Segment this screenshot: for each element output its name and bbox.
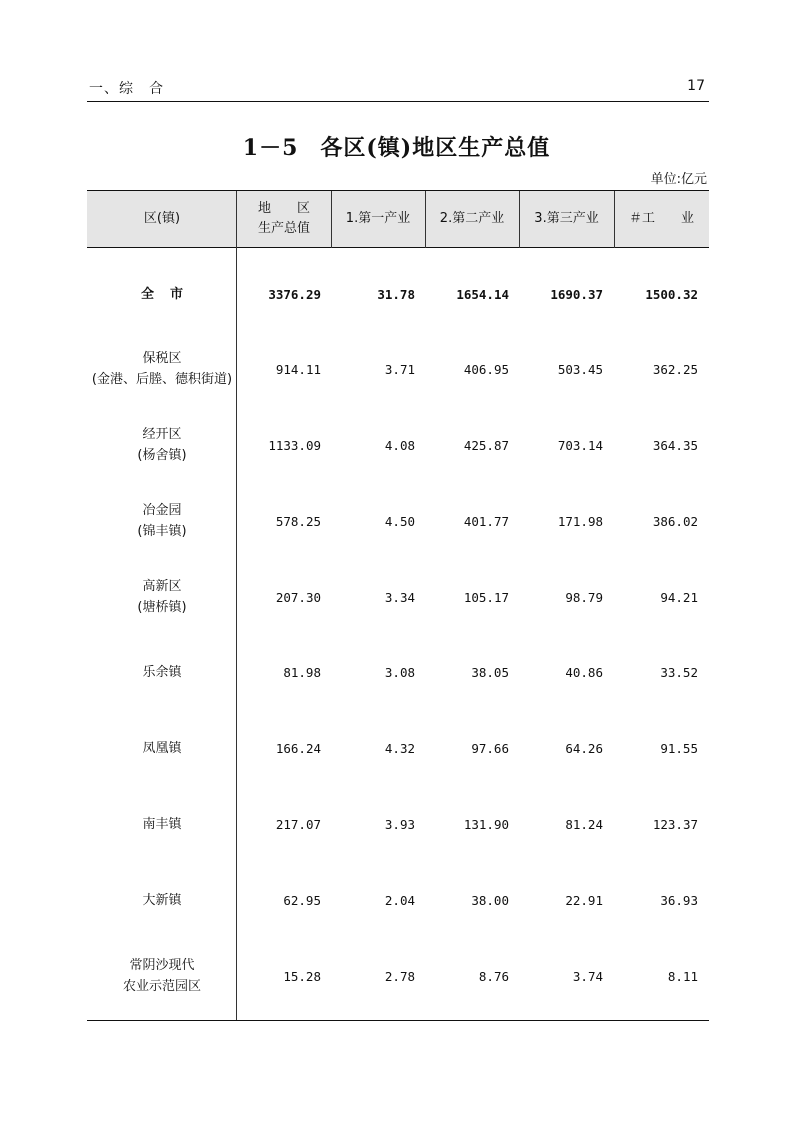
cell-gdp: 81.98 xyxy=(283,664,321,680)
row-name xyxy=(87,870,237,930)
table-row xyxy=(87,491,709,551)
cell-industry: 33.52 xyxy=(660,664,698,680)
page-number: 17 xyxy=(687,78,705,94)
row-name-line2: (塘桥镇) xyxy=(137,600,187,615)
row-name-line1: 冶金园 xyxy=(142,503,182,518)
column-divider xyxy=(425,191,426,248)
row-name xyxy=(87,794,237,854)
cell-gdp: 914.11 xyxy=(275,361,321,377)
cell-secondary: 38.05 xyxy=(471,664,509,680)
cell-primary: 2.78 xyxy=(384,968,415,984)
table-row xyxy=(87,946,709,1006)
cell-industry: 94.21 xyxy=(660,589,698,605)
header-rule xyxy=(87,101,709,102)
row-name-line1: 高新区 xyxy=(142,579,182,594)
table-row xyxy=(87,794,709,854)
cell-gdp: 62.95 xyxy=(283,892,321,908)
cell-gdp: 3376.29 xyxy=(268,286,321,302)
cell-industry: 36.93 xyxy=(660,892,698,908)
cell-gdp: 1133.09 xyxy=(268,437,321,453)
table-row-total xyxy=(87,264,709,324)
cell-industry: 362.25 xyxy=(652,361,698,377)
table-title-text: 各区(镇)地区生产总值 xyxy=(320,135,551,161)
row-name xyxy=(87,339,237,399)
row-name-line2: (锦丰镇) xyxy=(137,524,187,539)
cell-secondary: 1654.14 xyxy=(456,286,509,302)
cell-secondary: 401.77 xyxy=(463,513,509,529)
column-header-primary-label: 1.第一产业 xyxy=(345,211,411,226)
row-name xyxy=(87,264,237,324)
cell-gdp: 15.28 xyxy=(283,968,321,984)
column-header-industry-label: ＃工 业 xyxy=(628,211,694,226)
row-name-line2: (杨舍镇) xyxy=(137,448,187,463)
row-name xyxy=(87,718,237,778)
row-name-line2: (金港、后塍、德积街道) xyxy=(91,372,233,387)
row-name xyxy=(87,642,237,702)
cell-tertiary: 64.26 xyxy=(565,740,603,756)
column-header-tertiary xyxy=(519,191,614,247)
column-divider xyxy=(519,191,520,248)
column-header-primary xyxy=(331,191,425,247)
row-name-line1: 大新镇 xyxy=(142,892,182,908)
cell-secondary: 131.90 xyxy=(463,816,509,832)
column-header-gdp xyxy=(237,191,331,247)
row-name xyxy=(87,491,237,551)
table-number: 1－5 xyxy=(242,135,299,161)
table-row xyxy=(87,642,709,702)
row-name-line1: 乐余镇 xyxy=(142,664,182,680)
cell-primary: 2.04 xyxy=(384,892,415,908)
row-name xyxy=(87,946,237,1006)
cell-industry: 91.55 xyxy=(660,740,698,756)
row-name-line2: 农业示范园区 xyxy=(122,979,201,994)
row-name-line1: 全市 xyxy=(140,286,199,302)
running-header xyxy=(87,76,709,98)
cell-secondary: 425.87 xyxy=(463,437,509,453)
unit-label: 单位:亿元 xyxy=(650,172,707,187)
row-name-line1: 凤凰镇 xyxy=(142,740,182,756)
cell-tertiary: 503.45 xyxy=(557,361,603,377)
cell-tertiary: 40.86 xyxy=(565,664,603,680)
cell-tertiary: 1690.37 xyxy=(550,286,603,302)
cell-tertiary: 171.98 xyxy=(557,513,603,529)
cell-industry: 123.37 xyxy=(652,816,698,832)
column-header-region xyxy=(87,191,237,247)
column-header-secondary-label: 2.第二产业 xyxy=(439,211,505,226)
column-header-tertiary-label: 3.第三产业 xyxy=(534,211,599,226)
table-row xyxy=(87,567,709,627)
row-name xyxy=(87,567,237,627)
cell-tertiary: 22.91 xyxy=(565,892,603,908)
table-row xyxy=(87,415,709,475)
cell-primary: 3.08 xyxy=(384,664,415,680)
cell-secondary: 97.66 xyxy=(471,740,509,756)
cell-gdp: 207.30 xyxy=(275,589,321,605)
cell-secondary: 38.00 xyxy=(471,892,509,908)
cell-primary: 4.50 xyxy=(384,513,415,529)
cell-primary: 31.78 xyxy=(377,286,415,302)
cell-gdp: 217.07 xyxy=(275,816,321,832)
cell-secondary: 406.95 xyxy=(463,361,509,377)
column-header-secondary xyxy=(425,191,519,247)
cell-tertiary: 3.74 xyxy=(572,968,603,984)
cell-gdp: 166.24 xyxy=(275,740,321,756)
cell-primary: 3.93 xyxy=(384,816,415,832)
cell-primary: 3.34 xyxy=(384,589,415,605)
section-label: 一、综 合 xyxy=(89,81,164,97)
row-name-line1: 常阴沙现代 xyxy=(129,958,195,973)
cell-industry: 386.02 xyxy=(652,513,698,529)
cell-secondary: 8.76 xyxy=(478,968,509,984)
cell-primary: 4.32 xyxy=(384,740,415,756)
row-name-line1: 南丰镇 xyxy=(142,816,182,832)
column-header-gdp-line2: 生产总值 xyxy=(257,221,310,236)
cell-primary: 3.71 xyxy=(384,361,415,377)
cell-primary: 4.08 xyxy=(384,437,415,453)
column-header-industry xyxy=(614,191,709,247)
cell-tertiary: 98.79 xyxy=(565,589,603,605)
column-divider xyxy=(614,191,615,248)
row-name xyxy=(87,415,237,475)
cell-secondary: 105.17 xyxy=(463,589,509,605)
table-row xyxy=(87,718,709,778)
table-title xyxy=(0,131,793,162)
table-bottom-rule xyxy=(87,1020,709,1021)
row-name-line1: 保税区 xyxy=(142,351,182,366)
cell-tertiary: 81.24 xyxy=(565,816,603,832)
table-row xyxy=(87,339,709,399)
cell-industry: 1500.32 xyxy=(645,286,698,302)
column-header-region-label: 区(镇) xyxy=(143,211,181,226)
cell-tertiary: 703.14 xyxy=(557,437,603,453)
cell-industry: 364.35 xyxy=(652,437,698,453)
cell-industry: 8.11 xyxy=(667,968,698,984)
table-row xyxy=(87,870,709,930)
column-header-gdp-line1: 地 区 xyxy=(257,201,310,216)
cell-gdp: 578.25 xyxy=(275,513,321,529)
column-divider xyxy=(331,191,332,248)
row-name-line1: 经开区 xyxy=(142,427,182,442)
